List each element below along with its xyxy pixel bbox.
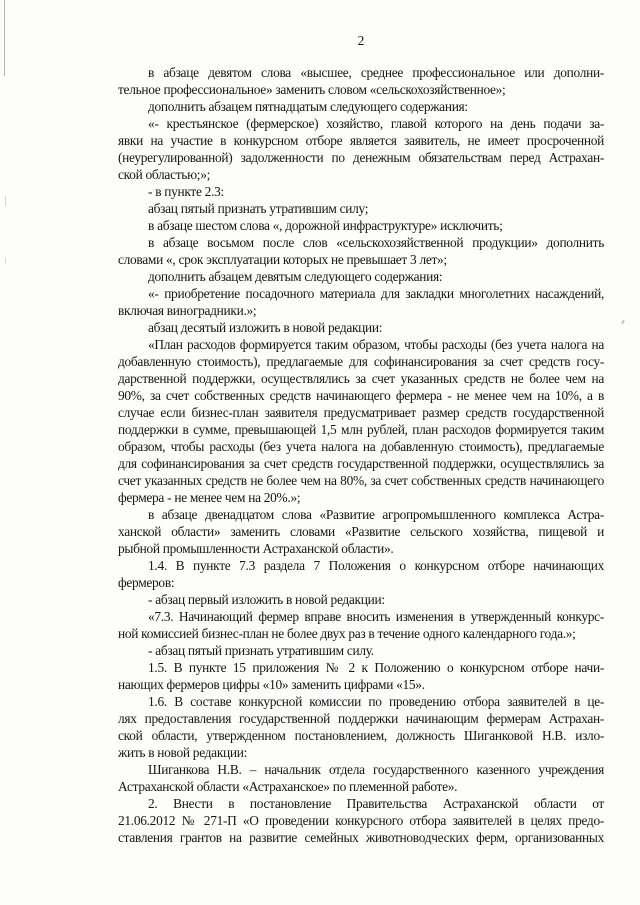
text-line: ской областью;»;	[118, 167, 211, 182]
paragraph	[118, 268, 604, 285]
text-line: - в пункте 2.3:	[148, 184, 224, 199]
page-number: 2	[357, 33, 365, 48]
text-line: - абзац первый изложить в новой редакции:	[148, 592, 385, 607]
text-line: ставления грантов на развитие семейных животноводческих ферм, организованных	[118, 830, 604, 845]
text-line: 1.6. В составе конкурсной комиссии по проведению отбора заявителей в це-	[148, 694, 604, 709]
text-line: образом, чтобы расходы (без учета налога на добавленную стоимость), предлагаемые	[118, 439, 604, 454]
text-line: «7.3. Начинающий фермер вправе вносить изменения в утвержденный конкурс-	[148, 609, 604, 624]
text-line: в абзаце восьмом после слов «сельскохозяйственной продукции» дополнить	[148, 235, 604, 250]
text-line: для софинансирования за счет средств государственной поддержки, осуществлялись за	[118, 456, 604, 471]
text-line: явки на участие в конкурсном отборе является заявитель, не имеет просроченной	[118, 133, 604, 148]
text-line: рыбной промышленности Астраханской области».	[118, 541, 394, 556]
paragraph	[118, 795, 604, 846]
paragraph	[118, 234, 604, 268]
text-line: фермеров:	[118, 575, 175, 590]
text-line: включая виноградники.»;	[118, 303, 257, 318]
text-line: 21.06.2012 № 271-П «О проведении конкурсного отбора заявителей в целях предо-	[118, 813, 604, 828]
paragraph	[118, 183, 604, 200]
paragraph	[118, 115, 604, 183]
text-line: тельное профессиональное» заменить словом «сельскохозяйственное»;	[118, 82, 506, 97]
scan-artifact-left-mark	[5, 258, 6, 264]
paragraph	[118, 506, 604, 557]
text-line: фермера - не менее чем на 20%.»;	[118, 490, 301, 505]
paragraph	[118, 659, 604, 693]
paragraph	[118, 642, 604, 659]
scan-artifact-left-edge	[4, 0, 5, 76]
paragraph	[118, 608, 604, 642]
text-line: абзац пятый признать утратившим силу;	[148, 201, 369, 216]
text-line: Астраханской области «Астраханское» по племенной работе».	[118, 779, 458, 794]
text-line: 90%, за счет собственных средств начинающего фермера - не менее чем на 10%, а в	[118, 388, 604, 403]
paragraph	[118, 98, 604, 115]
text-line: 1.5. В пункте 15 приложения № 2 к Положению о конкурсном отборе начи-	[148, 660, 604, 675]
scan-artifact-left-mark	[5, 196, 6, 206]
text-line: ской области, утвержденном постановлением, должность Шиганковой Н.В. изло-	[118, 728, 604, 743]
paragraph	[118, 761, 604, 795]
text-line: 2. Внести в постановление Правительства Астраханской области от	[148, 796, 604, 811]
text-line: «План расходов формируется таким образом, чтобы расходы (без учета налога на	[148, 337, 604, 352]
text-line: счет указанных средств не более чем на 80%, за счет собственных средств начинающего	[118, 473, 604, 488]
paragraph	[118, 200, 604, 217]
text-line: (неурегулированной) задолженности по денежным обязательствам перед Астрахан-	[118, 150, 604, 165]
text-line: дарственной поддержки, осуществлялись за счет указанных средств не более чем на	[118, 371, 604, 386]
text-line: «- крестьянское (фермерское) хозяйство, главой которого на день подачи за-	[148, 116, 604, 131]
text-line: дополнить абзацем пятнадцатым следующего содержания:	[148, 99, 468, 114]
scan-artifact-right-mark	[621, 320, 625, 324]
text-line: в абзаце девятом слова «высшее, среднее профессиональное или дополни-	[148, 65, 604, 80]
paragraph	[118, 64, 604, 98]
text-line: поддержки в сумме, превышающей 1,5 млн рублей, план расходов формируется таким	[118, 422, 604, 437]
text-line: «- приобретение посадочного материала для закладки многолетних насаждений,	[148, 286, 604, 301]
text-line: 1.4. В пункте 7.3 раздела 7 Положения о конкурсном отборе начинающих	[148, 558, 604, 573]
text-line: в абзаце двенадцатом слова «Развитие агропромышленного комплекса Астра-	[148, 507, 604, 522]
paragraph	[118, 557, 604, 591]
document-body	[118, 64, 604, 846]
paragraph	[118, 693, 604, 761]
text-line: жить в новой редакции:	[118, 745, 248, 760]
text-line: в абзаце шестом слова «, дорожной инфраструктуре» исключить;	[148, 218, 503, 233]
text-line: словами «, срок эксплуатации которых не превышает 3 лет»;	[118, 252, 447, 267]
text-line: абзац десятый изложить в новой редакции:	[148, 320, 383, 335]
paragraph	[118, 319, 604, 336]
text-line: нающих фермеров цифры «10» заменить цифрами «15».	[118, 677, 425, 692]
paragraph	[118, 336, 604, 506]
text-line: дополнить абзацем девятым следующего содержания:	[148, 269, 443, 284]
text-line: ной комиссией бизнес-план не более двух раз в течение одного календарного года.»;	[118, 626, 576, 641]
text-line: случае если бизнес-план заявителя предусматривает размер средств государственной	[118, 405, 604, 420]
text-line: добавленную стоимость), предлагаемые для софинансирования за счет средств госу-	[118, 354, 604, 369]
text-line: - абзац пятый признать утратившим силу.	[148, 643, 374, 658]
text-line: ханской области» заменить словами «Развитие сельского хозяйства, пищевой и	[118, 524, 604, 539]
text-line: лях предоставления государственной поддержки начинающим фермерам Астрахан-	[118, 711, 604, 726]
paragraph	[118, 285, 604, 319]
text-line: Шиганкова Н.В. – начальник отдела государственного казенного учреждения	[148, 762, 604, 777]
paragraph	[118, 217, 604, 234]
paragraph	[118, 591, 604, 608]
